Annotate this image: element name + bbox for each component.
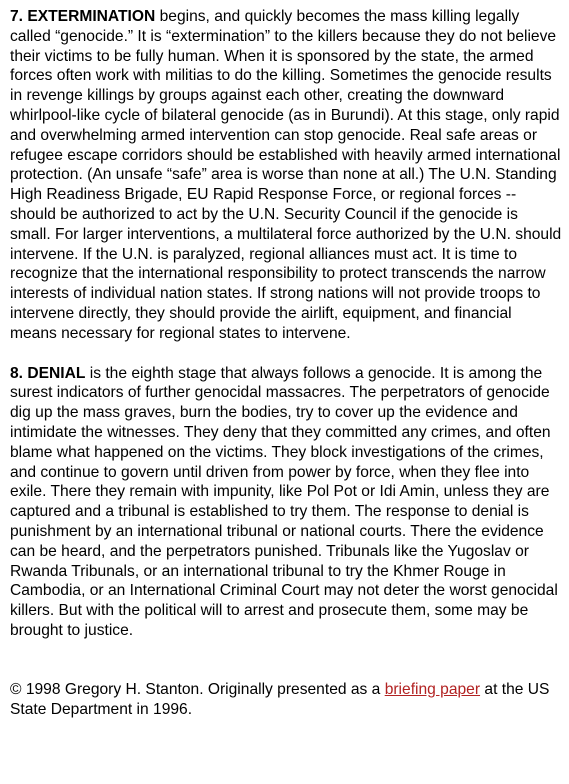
briefing-paper-link[interactable]: briefing paper [384, 680, 481, 698]
footer-suffix: at the US State Department in 1996. [10, 680, 550, 718]
stage-eight-text: is the eighth stage that always follows a genocide. It is among the surest indicators of further genocidal massacres. The perpetrators of genocide dig up the mass graves, burn the bodies, try to cover up the evidence and intimidate the witnesses. They deny that they committed any crimes, and often blame what happened on the victims. They block investigations of the crimes, and continue to govern until driven from power by force, when they flee into exile. There they remain with impunity, like Pol Pot or Idi Amin, unless they are captured and a tribunal is established to try them. The response to denial is punishment by an international tribunal or national courts. There the evidence can be heard, and the perpetrators punished. Tribunals like the Yugoslav or Rwanda Tribunals, or an international tribunal to try the Khmer Rouge in Cambodia, or an International Criminal Court may not deter the worst genocidal killers. But with the political will to arrest and prosecute them, some may be brought to justice. [10, 364, 558, 639]
stage-seven-text: begins, and quickly becomes the mass killing legally called “genocide.” It is “extermination” to the killers because they do not believe their victims to be fully human. When it is sponsored by the state, the armed forces often work with militias to do the killing. Sometimes the genocide results in revenge killings by groups against each other, creating the downward whirlpool-like cycle of bilateral genocide (as in Burundi). At this stage, only rapid and overwhelming armed intervention can stop genocide. Real safe areas or refugee escape corridors should be established with heavily armed international protection. (An unsafe “safe” area is worse than none at all.) The U.N. Standing High Readiness Brigade, EU Rapid Response Force, or regional forces -- should be authorized to act by the U.N. Security Council if the genocide is small. For larger interventions, a multilateral force authorized by the U.N. should intervene. If the U.N. is paralyzed, regional alliances must act. It is time to recognize that the international responsibility to protect transcends the narrow interests of individual nation states. If strong nations will not provide troops to intervene directly, they should provide the airlift, equipment, and financial means necessary for regional states to intervene. [10, 8, 562, 342]
stage-eight-paragraph [10, 364, 562, 641]
copyright-footer [10, 680, 562, 720]
stage-seven-paragraph [10, 7, 562, 344]
stage-seven-heading: 7. EXTERMINATION [10, 8, 156, 25]
stage-eight-heading: 8. DENIAL [10, 364, 86, 382]
document-body [10, 7, 562, 719]
footer-prefix: © 1998 Gregory H. Stanton. Originally presented as a [10, 680, 385, 698]
